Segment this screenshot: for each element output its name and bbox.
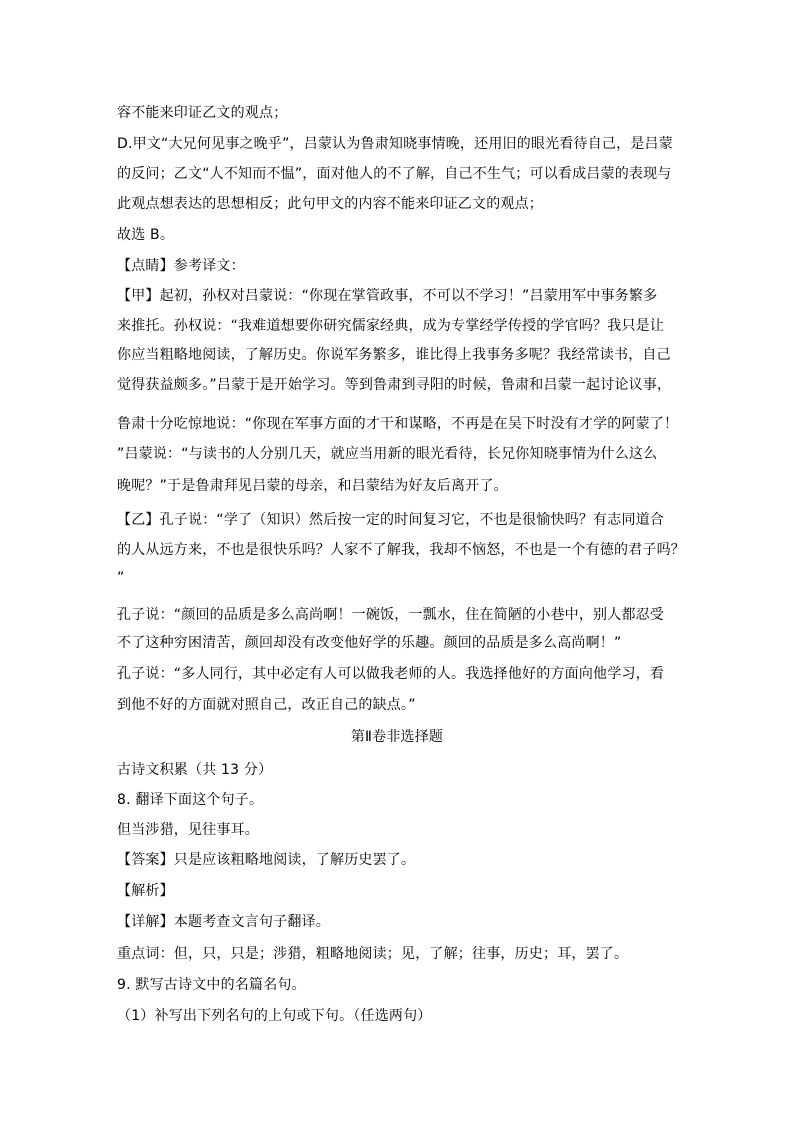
translation-sanren-line1: 孔子说：“多人同行，其中必定有人可以做我老师的人。我选择他好的方面向他学习，看 <box>117 666 665 682</box>
translation-jia-line3: 你应当粗略地阅读，了解历史。你说军务繁多，谁比得上我事务多呢？我经常读书，自己 <box>117 347 671 363</box>
answer-choice: 故选 B。 <box>117 227 175 243</box>
translation-yi-line1: 【乙】孔子说：“学了（知识）然后按一定的时间复习它，不也是很愉快吗？有志同道合 <box>117 512 665 528</box>
tips-heading: 【点睛】参考译文： <box>117 258 245 274</box>
translation-jia-line2: 来推托。孙权说：“我难道想要你研究儒家经典，成为专掌经学传授的学官吗？我只是让 <box>117 318 665 334</box>
answer-option-d-line2: 的反问；乙文“人不知而不愠”，面对他人的不了解，自己不生气；可以看成吕蒙的表现与 <box>117 166 672 182</box>
question-9-part-1: （1）补写出下列名句的上句或下句。（任选两句） <box>117 1008 432 1024</box>
translation-jia-line4: 觉得获益颇多。”吕蒙于是开始学习。等到鲁肃到寻阳的时候，鲁肃和吕蒙一起讨论议事， <box>117 377 672 393</box>
translation-jia-line5: 鲁肃十分吃惊地说：“你现在军事方面的才干和谋略，不再是在吴下时没有才学的阿蒙了！ <box>117 416 679 432</box>
question-8: 8. 翻译下面这个句子。 <box>117 792 264 808</box>
detailed-explanation: 【详解】本题考查文言句子翻译。 <box>117 914 330 930</box>
translation-jia-line1: 【甲】起初，孙权对吕蒙说：“你现在掌管政事，不可以不学习！”吕蒙用军中事务繁多 <box>117 288 658 304</box>
analysis-heading: 【解析】 <box>117 883 174 899</box>
translation-jia-line7: 晚呢？”于是鲁肃拜见吕蒙的母亲，和吕蒙结为好友后离开了。 <box>117 478 508 494</box>
question-8-sentence: 但当涉猎，见往事耳。 <box>117 822 259 838</box>
answer-option-d-line3: 此观点想表达的思想相反；此句甲文的内容不能来印证乙文的观点； <box>117 196 543 212</box>
answer-option-d: D.甲文“大兄何见事之晚乎”，吕蒙认为鲁肃知晓事情晚，还用旧的眼光看待自己，是吕蒙 <box>117 136 673 152</box>
key-words: 重点词：但，只，只是；涉猎，粗略地阅读；见，了解；往事，历史；耳，罢了。 <box>117 946 629 962</box>
translation-yanhui-line2: 不了这种穷困清苦，颜回却没有改变他好学的乐趣。颜回的品质是多么高尚啊！” <box>117 635 622 651</box>
translation-yi-line2: 的人从远方来，不也是很快乐吗？人家不了解我，我却不恼怒，不也是一个有德的君子吗？ <box>117 542 685 558</box>
translation-yi-line3: ” <box>117 570 125 586</box>
question-9: 9. 默写古诗文中的名篇名句。 <box>117 977 306 993</box>
translation-yanhui-line1: 孔子说：“颜回的品质是多么高尚啊！一碗饭，一瓢水，住在简陋的小巷中，别人都忍受 <box>117 607 665 623</box>
answer-c-continuation: 容不能来印证乙文的观点； <box>117 105 288 121</box>
translation-sanren-line2: 到他不好的方面就对照自己，改正自己的缺点。” <box>117 697 416 713</box>
translation-jia-line6: ”吕蒙说：“与读书的人分别几天，就应当用新的眼光看待，长兄你知晓事情为什么这么 <box>117 446 658 462</box>
section-title: 第Ⅱ卷非选择题 <box>350 729 444 745</box>
subsection-heading: 古诗文积累（共 13 分） <box>117 762 273 778</box>
question-8-answer: 【答案】只是应该粗略地阅读，了解历史罢了。 <box>117 852 416 868</box>
